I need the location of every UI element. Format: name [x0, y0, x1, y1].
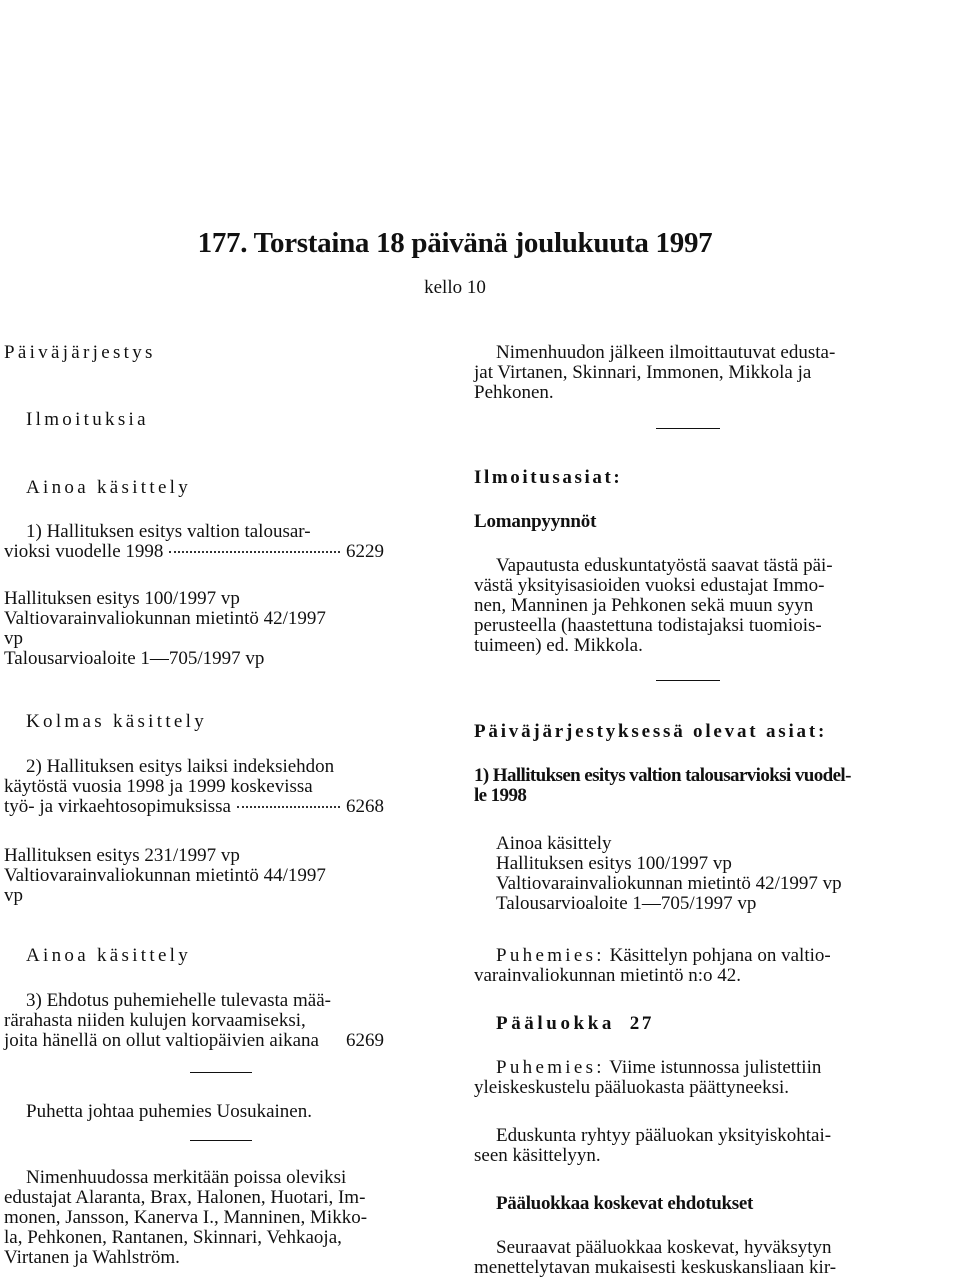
- agenda-item-2-line: 2) Hallituksen esitys laiksi indeksiehdon: [26, 756, 335, 777]
- main-class-label: Pääluokka: [496, 1013, 615, 1034]
- speaker-statement-2: [474, 1058, 908, 1098]
- paragraph-line: Eduskunta ryhtyy pääluokan yksityiskohtai-: [496, 1125, 832, 1146]
- divider-rule: [656, 680, 720, 681]
- budget-item-title-line: 1) Hallituksen esitys valtion talousarvioksi vuodel-: [474, 765, 851, 786]
- divider-rule: [190, 1072, 252, 1073]
- statement-text: Viime istunnossa julistettiin: [604, 1057, 822, 1078]
- agenda-items-heading: Päiväjärjestyksessä olevat asiat:: [474, 721, 828, 742]
- paragraph-line: Nimenhuudon jälkeen ilmoittautuvat edusta-: [496, 342, 836, 363]
- paragraph-line: Pehkonen.: [474, 382, 554, 403]
- agenda-item-2: [4, 757, 384, 817]
- agenda-item-3-entry: [4, 1031, 384, 1051]
- agenda-item-1-entry: [4, 542, 384, 562]
- paragraph-line: nen, Manninen ja Pehkonen sekä muun syyn: [474, 595, 814, 616]
- paragraph-line: la, Pehkonen, Rantanen, Skinnari, Vehkaoja,: [4, 1227, 342, 1248]
- page-number: 6268: [346, 796, 384, 817]
- reference-line: Talousarvioaloite 1—705/1997 vp: [496, 893, 757, 914]
- budget-item-title: [474, 766, 908, 806]
- reference-line: Hallituksen esitys 231/1997 vp: [4, 845, 240, 866]
- page-title: 177. Torstaina 18 päivänä joulukuuta 1997: [197, 227, 713, 259]
- leave-requests-heading: Lomanpyynnöt: [474, 511, 597, 532]
- chair-note: Puhetta johtaa puhemies Uosukainen.: [26, 1101, 312, 1122]
- speaker-label: Puhemies:: [496, 1057, 605, 1078]
- statement-text: Käsittelyn pohjana on valtio-: [604, 945, 831, 966]
- paragraph-line: monen, Jansson, Kanerva I., Manninen, Mikko-: [4, 1207, 368, 1228]
- reference-line: Valtiovarainvaliokunnan mietintö 42/1997 vp: [496, 873, 842, 894]
- agenda-item-1-line: vioksi vuodelle 1998: [4, 541, 164, 562]
- paragraph-line: Nimenhuudossa merkitään poissa oleviksi: [26, 1167, 347, 1188]
- paragraph-line: Seuraavat pääluokkaa koskevat, hyväksytyn: [496, 1237, 832, 1258]
- reference-line: Valtiovarainvaliokunnan mietintö 44/1997: [4, 865, 326, 886]
- divider-rule: [190, 1140, 252, 1141]
- agenda-item-2-line: käytöstä vuosia 1998 ja 1999 koskevissa: [4, 776, 313, 797]
- motions-heading: Pääluokkaa koskevat ehdotukset: [496, 1193, 754, 1214]
- dot-leader: [169, 551, 340, 553]
- speaker-label: Puhemies:: [496, 945, 605, 966]
- reference-line: Ainoa käsittely: [496, 833, 612, 854]
- paragraph-line: edustajat Alaranta, Brax, Halonen, Huotari, Im-: [4, 1187, 366, 1208]
- late-arrivals-paragraph: [474, 343, 908, 403]
- reference-line: Hallituksen esitys 100/1997 vp: [496, 853, 732, 874]
- absentees-paragraph: [4, 1168, 384, 1268]
- agenda-item-3-line: 3) Ehdotus puhemiehelle tulevasta mää-: [26, 990, 331, 1011]
- reference-line: vp: [4, 885, 23, 906]
- budget-item-references: [474, 834, 908, 914]
- divider-rule: [656, 428, 720, 429]
- budget-item-title-line: le 1998: [474, 785, 527, 806]
- agenda-item-2-references: [4, 846, 384, 906]
- agenda-item-2-entry: [4, 797, 384, 817]
- paragraph-line: seen käsittelyyn.: [474, 1145, 601, 1166]
- agenda-item-1-references: [4, 589, 384, 669]
- paragraph-line: Virtanen ja Wahlström.: [4, 1247, 180, 1268]
- paragraph-line: menettelytavan mukaisesti keskuskansliaan kir-: [474, 1257, 837, 1278]
- agenda-item-3-line: joita hänellä on ollut valtiopäivien aikana: [4, 1030, 319, 1051]
- approved-motions-paragraph: [474, 1238, 908, 1278]
- agenda-item-1-line: 1) Hallituksen esitys valtion talousar-: [26, 521, 311, 542]
- section-heading-first-reading: Ainoa käsittely: [26, 477, 192, 498]
- reference-line: Valtiovarainvaliokunnan mietintö 42/1997: [4, 608, 326, 629]
- session-time: kello 10: [424, 277, 486, 298]
- leave-requests-paragraph: [474, 556, 908, 656]
- paragraph-line: tuimeen) ed. Mikkola.: [474, 635, 643, 656]
- main-class-heading: [474, 1014, 908, 1034]
- agenda-item-3-line: rärahasta niiden kulujen korvaamiseksi,: [4, 1010, 306, 1031]
- paragraph-line: Vapautusta eduskuntatyöstä saavat tästä päi-: [496, 555, 833, 576]
- page-number: 6229: [346, 541, 384, 562]
- paragraph-line: västä yksityisasioiden vuoksi edustajat Immo-: [474, 575, 825, 596]
- section-heading-third-reading: Kolmas käsittely: [26, 711, 208, 732]
- section-heading-single-reading: Ainoa käsittely: [26, 945, 192, 966]
- statement-text: yleiskeskustelu pääluokasta päättyneeksi.: [474, 1077, 789, 1098]
- main-class-number: 27: [629, 1013, 654, 1034]
- agenda-heading: Päiväjärjestys: [4, 342, 156, 363]
- agenda-item-1: [4, 522, 384, 562]
- speaker-statement-1: [474, 946, 908, 986]
- paragraph-line: jat Virtanen, Skinnari, Immonen, Mikkola ja: [474, 362, 812, 383]
- detailed-reading-paragraph: [474, 1126, 908, 1166]
- reference-line: Hallituksen esitys 100/1997 vp: [4, 588, 240, 609]
- announcements-heading: Ilmoituksia: [26, 409, 149, 430]
- reference-line: vp: [4, 628, 23, 649]
- dot-leader: [237, 806, 340, 808]
- agenda-item-3: [4, 991, 384, 1051]
- page-number: 6269: [346, 1030, 384, 1051]
- reference-line: Talousarvioaloite 1—705/1997 vp: [4, 648, 265, 669]
- paragraph-line: perusteella (haastettuna todistajaksi tuomiois-: [474, 615, 822, 636]
- notices-heading: Ilmoitusasiat:: [474, 467, 623, 488]
- agenda-item-2-line: työ- ja virkaehtosopimuksissa: [4, 796, 231, 817]
- statement-text: varainvaliokunnan mietintö n:o 42.: [474, 965, 742, 986]
